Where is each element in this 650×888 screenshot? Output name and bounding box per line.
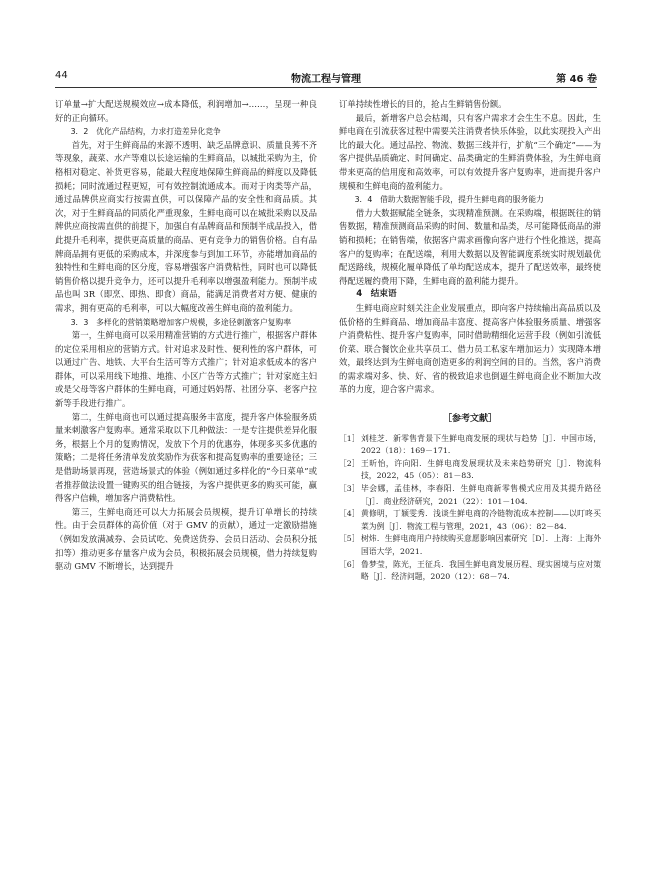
- left-column: [55, 98, 317, 574]
- paragraph: 借力大数据赋能全链条，实现精准预测。在采购端，根据既往的销售数据，精准预测商品采购的时间、数量和品类，尽可能降低商品的滞销和损耗；在销售端，依据客户需求画像向客户进行个性化推送，提高客户的复购率；在配送端，利用大数据以及智能调度系统实时规划最优配送路线，规模化履单降低了单均配送成本，提升了配送效率，最终使得配送履约费用下降，生鲜电商的盈利能力提升。: [339, 207, 601, 286]
- reference-number: ［5］: [339, 534, 360, 544]
- reference-text: 树炜．生鲜电商用户持续购买意愿影响因素研究［D］．上海：上海外国语大学，2021．: [361, 534, 601, 556]
- journal-title: 物流工程与管理: [291, 74, 361, 85]
- header-rule: [55, 87, 597, 88]
- reference-number: ［6］: [339, 559, 360, 569]
- paragraph: 最后，新增客户总会枯竭，只有客户需求才会生生不息。因此，生鲜电商在引流获客过程中需要关注消费者快乐体验，以此实现投入产出比的最大化。通过品控、物流、数据三线并行，扩航“三个确定”——为客户提供品质确定、时间确定、品类确定的生鲜消费体验，为生鲜电商带来更高的信用度和高效率，可以有效提升客户复购率，进而提升客户规模和生鲜电商的盈利能力。: [339, 112, 601, 191]
- reference-number: ［2］: [339, 458, 360, 468]
- volume-label: 第 46 卷: [556, 74, 597, 85]
- paragraph: 第一，生鲜电商可以采用精准营销的方式进行推广，根据客户群体的定位采用相应的营销方式。针对追求及时性、便利性的客户群体，可以通过广告、地铁、大平台生活可等方式推广；针对追求低成本的客户群体，可以采用线下地推、地推、小区广告等方式推广；针对家庭主妇或是父母等客户群体的生鲜电商，可通过妈妈帮、社团分享、老客户拉新等手段进行推广。: [55, 330, 317, 409]
- reference-text: 鲁梦莹，陈光，王征兵．我国生鲜电商发展历程、现实困境与应对策略［J］．经济问题，2020（12）：68－74．: [361, 559, 601, 582]
- reference-number: ［4］: [339, 509, 360, 519]
- reference-item: [339, 433, 601, 458]
- paragraph: 生鲜电商应时刻关注企业发展重点，即向客户持续输出高品质以及低价格的生鲜商品、增加商品丰富度、提高客户体验服务质量、增强客户消费粘性、提升客户复购率，同时借助精细化运营手段（例如引流低价菜、联合餐饮企业共享员工、借力员工私家车增加运力）实现降本增效，最终达到为生鲜电商创造更多的利润空间的目的。当然，客户消费的需求端对多、快、好、省的极致追求也倒逼生鲜电商企业不断加大改革的力度，迎合客户需求。: [339, 302, 601, 395]
- reference-text: 刘桂芝．新零售背景下生鲜电商发展的现状与趋势［J］．中国市场，2022（18）：169－171．: [361, 433, 601, 456]
- section-heading-3-3: 3．3 多样化的营销策略增加客户规模，多途径刺激客户复购率: [70, 317, 292, 327]
- reference-item: [339, 508, 601, 533]
- reference-item: [339, 483, 601, 508]
- reference-item: [339, 458, 601, 483]
- reference-item: [339, 559, 601, 584]
- section-heading-3-4: 3．4 借助大数据智能手段，提升生鲜电商的服务能力: [354, 195, 544, 205]
- paragraph: 第三，生鲜电商还可以大力拓展会员规模，提升订单增长的持续性。由于会员群体的高价值（对于 GMV 的贡献），通过一定激励措施（例如发放满减券、会员试吃、免费送货券、会员日活动、会员积分抵扣等）推动更多存量客户成为会员，积极拓展会员规模，借力持续复购驱动 GMV 不断增长，达到提升: [55, 506, 317, 572]
- page-number: 44: [55, 70, 68, 81]
- right-column: [339, 98, 601, 584]
- section-heading-4: 4 结束语: [356, 289, 397, 300]
- reference-number: ［3］: [339, 484, 360, 494]
- reference-text: 王昕怡，许向阳．生鲜电商发展现状及未来趋势研究［J］．物流科技，2022，45（05）：81－83．: [361, 458, 601, 481]
- paragraph: 第二，生鲜电商也可以通过提高服务丰富度，提升客户体验服务质量来刺激客户复购率。通常采取以下几种做法：一是专注提供差异化服务，根据上个月的复购情况，发放下个月的优惠券，体现多买多优惠的策略；二是将任务清单发放奖励作为获客和提高复购率的重要途径；三是借助场景再现，营造场景式的体验（例如通过多样化的“今日菜单”或者推荐做法设置一键购买的组合链接，为客户提供更多的购买可能，赢得客户信赖，增加客户消费粘性。: [55, 411, 317, 504]
- paragraph: 订单持续性增长的目的，抢占生鲜销售份额。: [339, 99, 507, 109]
- paragraph: 首先，对于生鲜商品的来源不透明、缺乏品牌意识、质量良莠不齐等现象，蔬菜、水产等难以长途运输的生鲜商品，以城批采购为主，价格相对稳定、补货更容易，能最大程度地保障生鲜商品的鲜度以及降低损耗；同时流通过程更短，可有效控制流通成本。而对于肉类等产品，通过品牌供应商实行按需直供，可以保障产品的安全性和商品质。其次，对于生鲜商品的同质化严重现象，生鲜电商可以在城批采购以及品牌供应商按需直供的前提下，加强自有品牌商品和预制半成品投入，借此提升毛利率，提供更高质量的商品、更有竞争力的销售价格。自有品牌商品拥有更低的采购成本，并深度参与到加工环节，亦能增加商品的独特性和生鲜电商的区分度，容易增强客户消费粘性，同时也可以降低销售价格以提升竞争力，还可以提升毛利率以增强盈利能力。预制半成品也叫 3R（即烹、即热、即食）商品，能满足消费者对方便、健康的需求，拥有更高的毛利率，可以大幅度改善生鲜电商的盈利能力。: [55, 139, 317, 313]
- reference-text: 毕会娜，孟佳林，李春阳．生鲜电商新零售模式应用及其提升路径［J］．商业经济研究，2021（22）：101－104．: [361, 484, 601, 506]
- paragraph: 订单量→扩大配送规模效应→成本降低，利润增加→……，呈现一种良好的正向循环。: [55, 99, 317, 123]
- page-header: [55, 70, 597, 86]
- reference-list: [339, 433, 601, 584]
- reference-text: 黄修明，丁颖雯秀．浅谈生鲜电商的冷链物流成本控制——以叮咚买菜为例［J］．物流工程与管理，2021，43（06）：82－84．: [361, 509, 601, 531]
- reference-item: [339, 533, 601, 558]
- reference-number: ［1］: [339, 433, 360, 443]
- section-heading-3-2: 3．2 优化产品结构，力求打造差异化竞争: [70, 127, 221, 137]
- references-heading: ［参考文献］: [442, 414, 497, 425]
